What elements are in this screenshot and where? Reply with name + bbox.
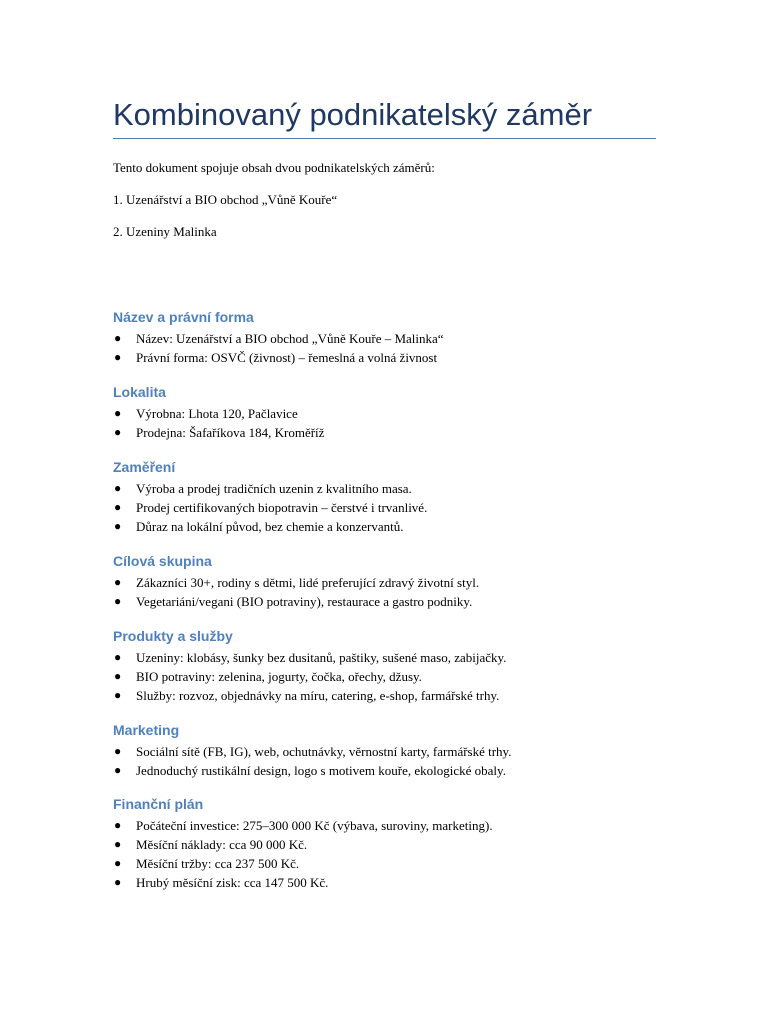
section-heading-target-group: Cílová skupina xyxy=(113,553,212,569)
list-item: ● Prodej certifikovaných biopotravin – čerstvé i trvanlivé. xyxy=(114,500,428,515)
intro-item-1: 1. Uzenářství a BIO obchod „Vůně Kouře“ xyxy=(113,192,338,207)
bullet-icon: ● xyxy=(114,818,122,832)
bullet-icon: ● xyxy=(114,688,122,702)
bullet-icon: ● xyxy=(114,331,122,345)
list-item: ● Prodejna: Šafaříkova 184, Kroměříž xyxy=(114,425,325,440)
bullet-icon: ● xyxy=(114,763,122,777)
list-item: ● Vegetariáni/vegani (BIO potraviny), restaurace a gastro podniky. xyxy=(114,594,473,609)
bullet-icon: ● xyxy=(114,837,122,851)
list-item: ● Měsíční náklady: cca 90 000 Kč. xyxy=(114,837,308,852)
section-heading-products-services: Produkty a služby xyxy=(113,628,233,644)
intro-paragraph: Tento dokument spojuje obsah dvou podnikatelských záměrů: xyxy=(113,160,435,175)
section-list-focus xyxy=(113,479,427,536)
document-title: Kombinovaný podnikatelský záměr xyxy=(113,97,593,132)
section-list-name-legal-form xyxy=(113,329,444,367)
bullet-icon: ● xyxy=(114,481,122,495)
bullet-icon: ● xyxy=(114,575,122,589)
list-item: ● BIO potraviny: zelenina, jogurty, čočka, ořechy, džusy. xyxy=(114,669,422,684)
section-list-financial-plan xyxy=(113,816,493,892)
list-item: ● Výroba a prodej tradičních uzenin z kvalitního masa. xyxy=(114,481,412,496)
bullet-icon: ● xyxy=(114,650,122,664)
section-heading-marketing: Marketing xyxy=(113,722,180,738)
bullet-icon: ● xyxy=(114,406,122,420)
section-list-products-services xyxy=(113,648,506,705)
section-heading-financial-plan: Finanční plán xyxy=(113,796,204,812)
bullet-icon: ● xyxy=(114,594,122,608)
bullet-icon: ● xyxy=(114,350,122,364)
list-item: ● Zákazníci 30+, rodiny s dětmi, lidé preferující zdravý životní styl. xyxy=(114,575,480,590)
title-underline xyxy=(113,138,656,139)
list-item: ● Uzeniny: klobásy, šunky bez dusitanů, paštiky, sušené maso, zabijačky. xyxy=(114,650,507,665)
bullet-icon: ● xyxy=(114,425,122,439)
section-list-marketing xyxy=(113,742,511,780)
intro-item-2: 2. Uzeniny Malinka xyxy=(113,224,217,239)
section-heading-name-legal-form: Název a právní forma xyxy=(113,309,254,325)
bullet-icon: ● xyxy=(114,744,122,758)
list-item: ● Důraz na lokální původ, bez chemie a konzervantů. xyxy=(114,519,404,534)
list-item: ● Měsíční tržby: cca 237 500 Kč. xyxy=(114,856,300,871)
list-item: ● Služby: rozvoz, objednávky na míru, catering, e-shop, farmářské trhy. xyxy=(114,688,500,703)
section-heading-focus: Zaměření xyxy=(113,459,176,475)
bullet-icon: ● xyxy=(114,669,122,683)
section-list-target-group xyxy=(113,573,479,611)
list-item: ● Název: Uzenářství a BIO obchod „Vůně Kouře – Malinka“ xyxy=(114,331,444,346)
list-item: ● Právní forma: OSVČ (živnost) – řemeslná a volná živnost xyxy=(114,350,438,365)
bullet-icon: ● xyxy=(114,519,122,533)
list-item: ● Počáteční investice: 275–300 000 Kč (výbava, suroviny, marketing). xyxy=(114,818,493,833)
list-item: ● Jednoduchý rustikální design, logo s motivem kouře, ekologické obaly. xyxy=(114,763,506,778)
section-heading-location: Lokalita xyxy=(113,384,166,400)
bullet-icon: ● xyxy=(114,856,122,870)
list-item: ● Hrubý měsíční zisk: cca 147 500 Kč. xyxy=(114,875,329,890)
bullet-icon: ● xyxy=(114,500,122,514)
list-item: ● Výrobna: Lhota 120, Pačlavice xyxy=(114,406,298,421)
bullet-icon: ● xyxy=(114,875,122,889)
section-list-location xyxy=(113,404,324,442)
list-item: ● Sociální sítě (FB, IG), web, ochutnávky, věrnostní karty, farmářské trhy. xyxy=(114,744,512,759)
